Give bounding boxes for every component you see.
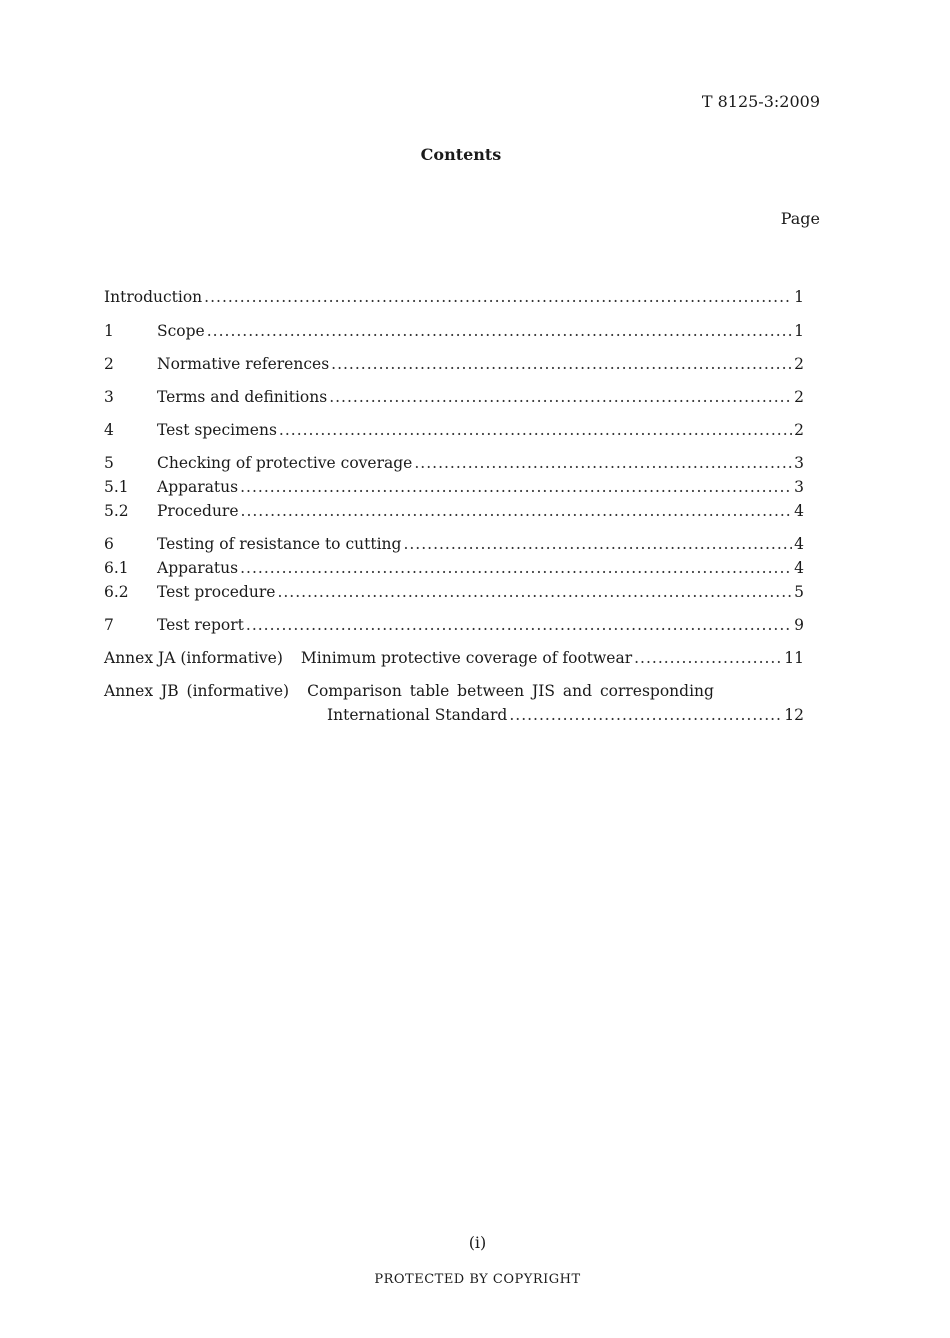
toc-entry-page: 3: [794, 478, 804, 496]
toc-entry-page: 1: [794, 288, 804, 306]
annex-designation: Annex JB (informative): [104, 682, 290, 700]
leader-dots: [509, 704, 782, 726]
leader-dots: [414, 452, 792, 474]
toc-entry[interactable]: [104, 386, 804, 408]
toc-entry-page: 3: [794, 454, 804, 472]
leader-dots: [241, 500, 792, 522]
document-id: T 8125-3:2009: [701, 92, 820, 111]
toc-entry-label: Test specimens: [157, 421, 277, 439]
toc-entry-label: Scope: [157, 322, 205, 340]
toc-entry-number: 3: [104, 388, 114, 406]
toc-entry[interactable]: [104, 476, 804, 498]
toc-entry-page: 2: [794, 355, 804, 373]
toc-entry-label: Checking of protective coverage: [157, 454, 413, 472]
footer-page-number: (i): [468, 1233, 487, 1252]
toc-entry-page: 5: [794, 583, 804, 601]
toc-entry[interactable]: [104, 500, 804, 522]
toc-entry-page: 2: [794, 421, 804, 439]
copyright-notice: PROTECTED BY COPYRIGHT: [374, 1272, 581, 1287]
toc-entry-label: Procedure: [157, 502, 239, 520]
leader-dots: [246, 614, 792, 636]
leader-dots: [329, 386, 792, 408]
toc-entry-page: 1: [794, 322, 804, 340]
leader-dots: [403, 533, 792, 555]
toc-annex-jb[interactable]: [104, 680, 804, 702]
toc-entry-number: 2: [104, 355, 114, 373]
toc-entry-page: 4: [794, 535, 804, 553]
toc-entry-number: 7: [104, 616, 114, 634]
toc-entry-page: 4: [794, 559, 804, 577]
toc-entry-number: 4: [104, 421, 114, 439]
toc-entry-page: 11: [784, 649, 804, 667]
toc-entry-number: 5.1: [104, 478, 129, 496]
toc-entry[interactable]: [104, 452, 804, 474]
page-column-label: Page: [780, 209, 820, 228]
toc-entry-label: Apparatus: [157, 478, 239, 496]
leader-dots: [277, 581, 792, 603]
toc-entry-label: Minimum protective coverage of footwear: [300, 649, 633, 667]
toc-entry-number: 6: [104, 535, 114, 553]
toc-entry[interactable]: [104, 533, 804, 555]
leader-dots: [279, 419, 792, 441]
toc-entry[interactable]: [104, 419, 804, 441]
toc-entry[interactable]: [104, 614, 804, 636]
toc-entry[interactable]: [104, 581, 804, 603]
toc-entry-label: Normative references: [157, 355, 330, 373]
toc-entry-label-continued: International Standard: [327, 706, 508, 724]
toc-entry-label: Testing of resistance to cutting: [157, 535, 402, 553]
page-title: Contents: [420, 145, 502, 164]
leader-dots: [240, 557, 792, 579]
toc-entry-page: 12: [784, 706, 804, 724]
toc-entry-number: 6.1: [104, 559, 129, 577]
toc-entry-label: Terms and definitions: [157, 388, 328, 406]
toc-entry-page: 4: [794, 502, 804, 520]
toc-entry-label: Introduction: [104, 288, 203, 306]
toc-entry-page: 2: [794, 388, 804, 406]
leader-dots: [634, 647, 782, 669]
toc-entry-number: 5: [104, 454, 114, 472]
toc-entry-label: Apparatus: [157, 559, 239, 577]
toc-entry-introduction[interactable]: [104, 286, 804, 308]
toc-entry-number: 1: [104, 322, 114, 340]
leader-dots: [207, 320, 792, 342]
toc-entry-number: 6.2: [104, 583, 129, 601]
leader-dots: [204, 286, 792, 308]
toc-annex-jb-continuation[interactable]: [327, 704, 804, 726]
annex-designation: Annex JA (informative): [104, 649, 283, 667]
toc-entry-label: Comparison table between JIS and corresponding: [307, 682, 714, 700]
toc-entry[interactable]: [104, 353, 804, 375]
toc-entry[interactable]: [104, 557, 804, 579]
toc-entry-page: 9: [794, 616, 804, 634]
toc-entry-number: 5.2: [104, 502, 129, 520]
leader-dots: [240, 476, 792, 498]
toc-entry-label: Test report: [157, 616, 244, 634]
toc-entry[interactable]: [104, 320, 804, 342]
leader-dots: [331, 353, 792, 375]
toc-annex-ja[interactable]: [104, 647, 804, 669]
toc-entry-label: Test procedure: [157, 583, 276, 601]
